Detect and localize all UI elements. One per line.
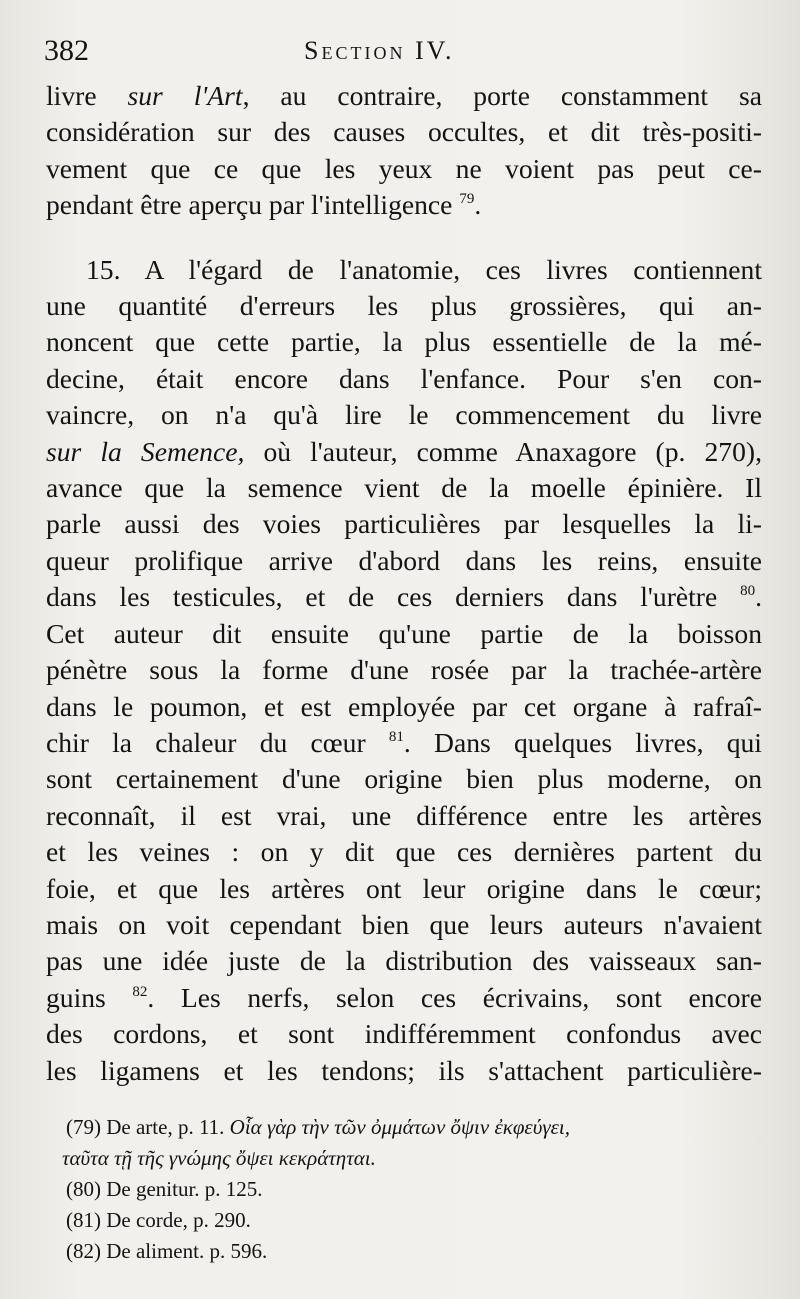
text-line: pénètre sous la forme d'une rosée par la trachée-artère xyxy=(46,654,762,686)
text-line: sont certainement d'une origine bien plus moderne, on xyxy=(46,763,762,795)
text-line: decine, était encore dans l'enfance. Pour s'en con- xyxy=(46,362,762,394)
text-line: foie, et que les artères ont leur origine dans le cœur; xyxy=(46,872,762,904)
book-title: sur la Semence, xyxy=(46,435,245,467)
greek-quotation: Οἷα γὰρ τὴν τῶν ὀμμάτων ὄψιν ἐκφεύγει, xyxy=(229,1115,570,1139)
text-line: et les veines : on y dit que ces dernières partent du xyxy=(46,836,762,868)
footnote-ref: 81 xyxy=(388,728,404,745)
book-title: sur l'Art xyxy=(127,80,243,111)
text-line: Cet auteur dit ensuite qu'une partie de la boisson xyxy=(46,617,762,649)
running-head: Section IV. xyxy=(304,36,455,65)
footnotes xyxy=(62,1112,776,1267)
text-line: mais on voit cependant bien que leurs auteurs n'avaient xyxy=(46,908,762,940)
text-line: livre sur l'Art, au contraire, porte constamment sa xyxy=(46,80,762,111)
footnote-79-continued: ταῦτα τῇ τῆς γνώμης ὄψει κεκράτηται. xyxy=(62,1146,376,1170)
body-text xyxy=(46,78,762,1089)
footnote-80: (80) De genitur. p. 125. xyxy=(66,1177,263,1201)
footnote-82: (82) De aliment. p. 596. xyxy=(66,1239,268,1263)
page-number: 382 xyxy=(44,34,89,67)
text-line: noncent que cette partie, la plus essentielle de la mé- xyxy=(46,326,762,358)
text-line: chir la chaleur du cœur $^{81}$. Dans quelques livres, qui xyxy=(46,726,762,758)
text-line: pas une idée juste de la distribution des vaisseaux san- xyxy=(46,945,762,977)
text-line: parle aussi des voies particulières par lesquelles la li- xyxy=(46,508,762,540)
text-line: queur prolifique arrive d'abord dans les reins, ensuite xyxy=(46,544,762,576)
text-line: vement que ce que les yeux ne voient pas peut ce- xyxy=(46,152,762,184)
text-line: dans les testicules, et de ces derniers dans l'urètre $^{80}$. xyxy=(46,581,762,613)
text-line: guins $^{82}$. Les nerfs, selon ces écrivains, sont encore xyxy=(46,981,762,1013)
footnote-81: (81) De corde, p. 290. xyxy=(66,1208,251,1232)
text-line: sur la Semence, où l'auteur, comme Anaxagore (p. 270), xyxy=(46,435,762,467)
page-header xyxy=(44,34,764,74)
text-line: pendant être aperçu par l'intelligence $^{79}$. xyxy=(46,189,482,221)
footnote-ref: 82 xyxy=(132,983,148,1000)
text-line: reconnaît, il est vrai, une différence entre les artères xyxy=(46,799,762,831)
text-line: dans le poumon, et est employée par cet organe à rafraî- xyxy=(46,690,762,722)
footnote-79: (79) De arte, p. 11. Οἷα γὰρ τὴν τῶν ὀμμάτων ὄψιν ἐκφεύγει, xyxy=(66,1115,570,1139)
text-line: vaincre, on n'a qu'à lire le commencement du livre xyxy=(46,399,762,431)
footnote-ref: 80 xyxy=(740,583,756,600)
text-line: considération sur des causes occultes, et dit très-positi- xyxy=(46,116,762,148)
text-line: avance que la semence vient de la moelle épinière. Il xyxy=(46,472,762,504)
footnote-ref: 79 xyxy=(459,191,475,208)
text-line: les ligamens et les tendons; ils s'attachent particulière- xyxy=(46,1054,762,1086)
text-line: des cordons, et sont indifféremment confondus avec xyxy=(46,1018,762,1050)
text-line: 15. A l'égard de l'anatomie, ces livres contiennent xyxy=(86,253,762,285)
text-line: une quantité d'erreurs les plus grossières, qui an- xyxy=(46,290,762,322)
